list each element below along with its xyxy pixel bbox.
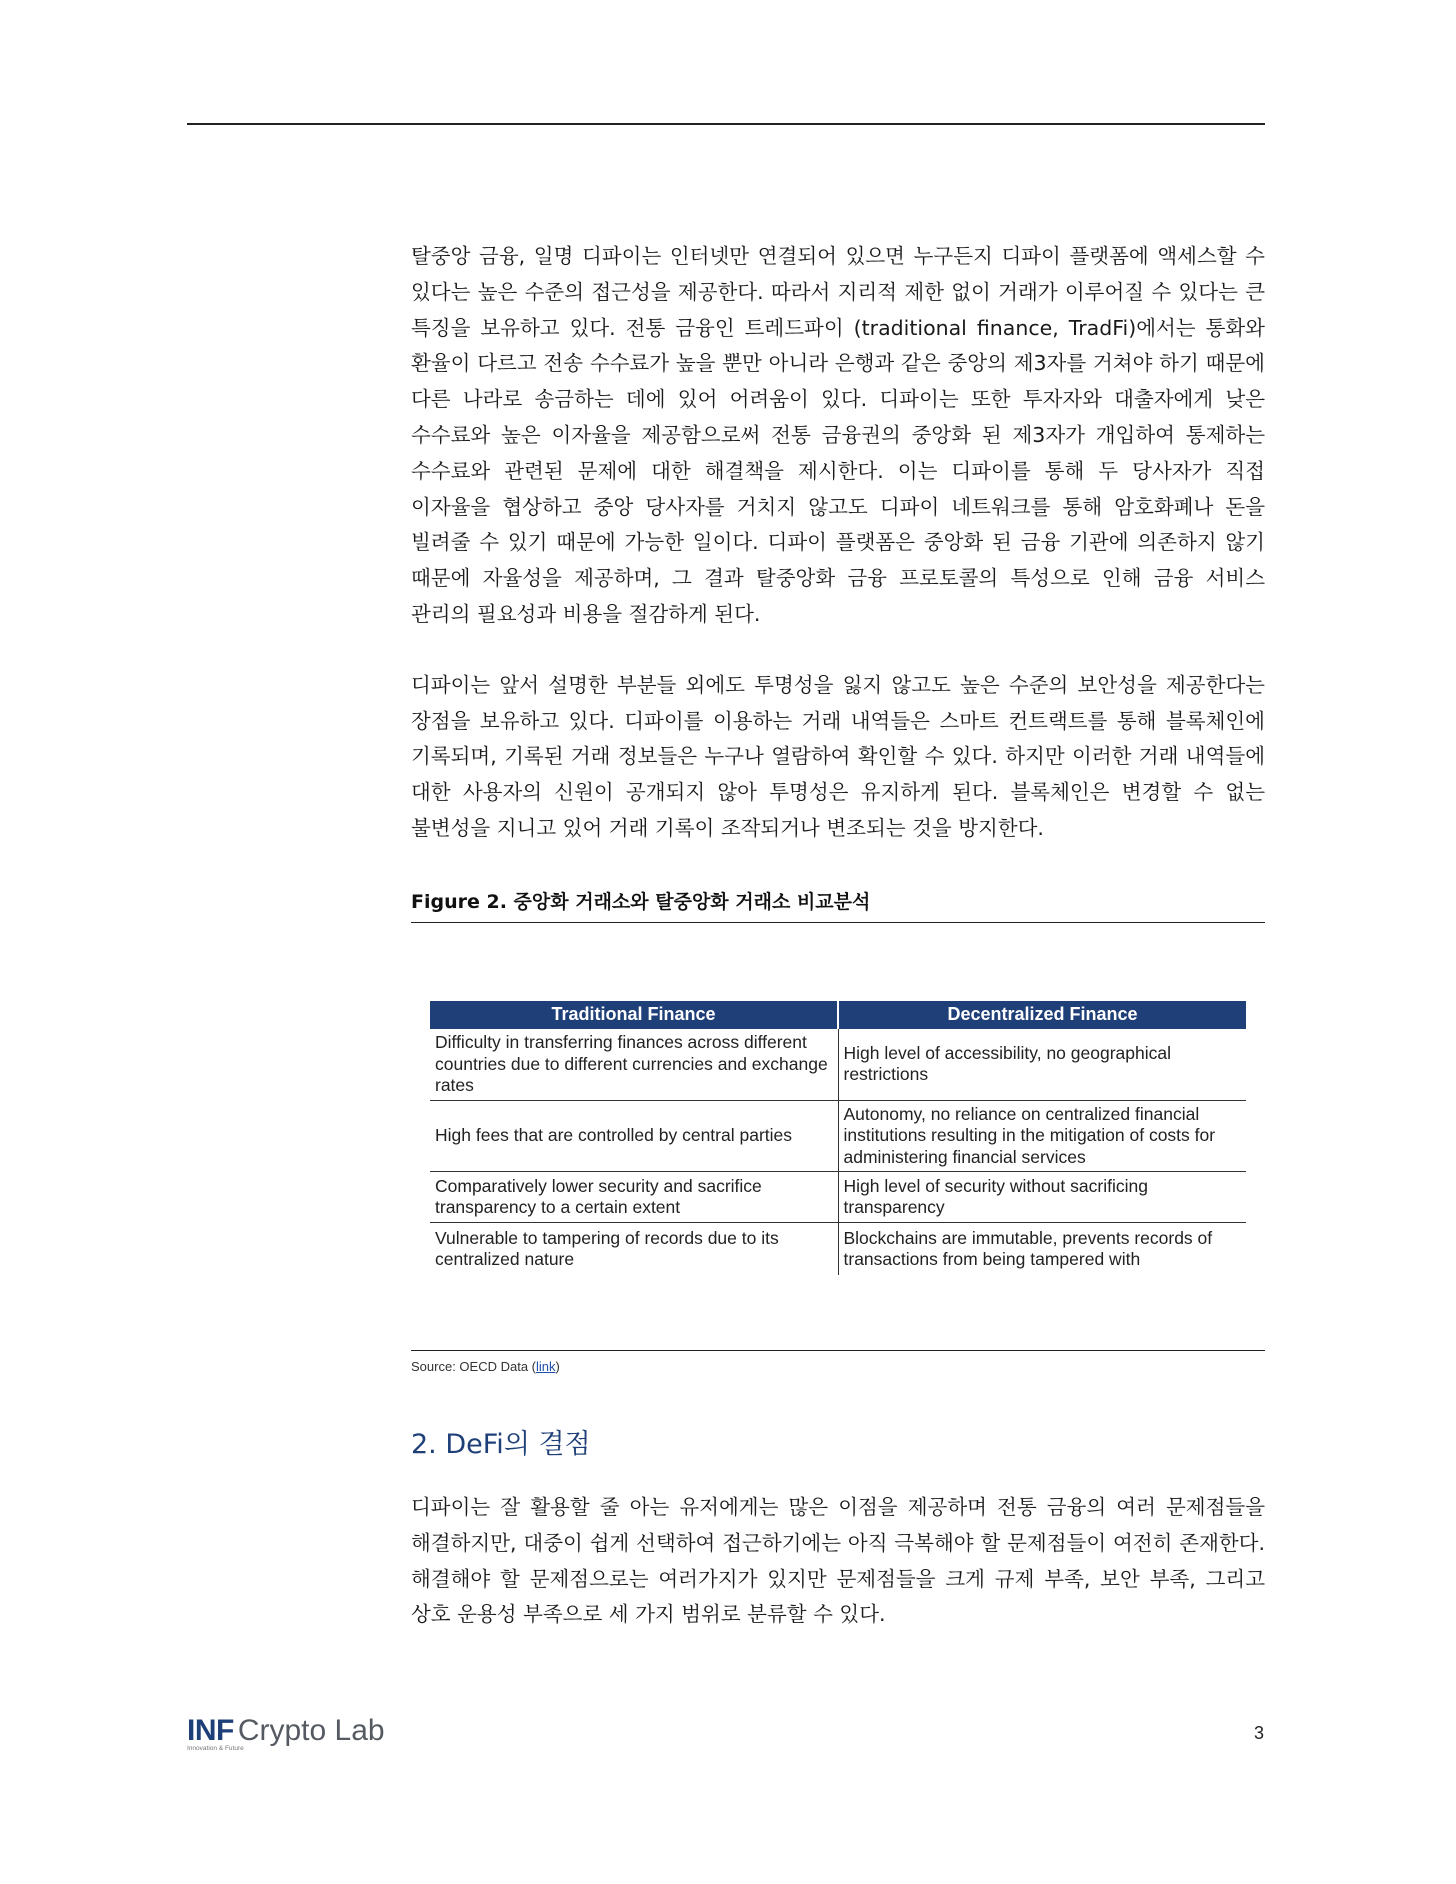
logo-wordmark [187, 1715, 385, 1747]
table-cell: High level of security without sacrificing transparency [838, 1172, 1246, 1223]
source-link[interactable]: link [536, 1359, 556, 1374]
inf-crypto-lab-logo [187, 1715, 385, 1752]
table-row [430, 1100, 1246, 1172]
source-rule [411, 1350, 1265, 1351]
table-cell: Comparatively lower security and sacrifice transparency to a certain extent [430, 1172, 838, 1223]
table-cell: Difficulty in transferring finances across different countries due to different currencies and exchange rates [430, 1029, 838, 1100]
figure-source [411, 1359, 560, 1374]
paragraph-defi-accessibility: 탈중앙 금융, 일명 디파이는 인터넷만 연결되어 있으면 누구든지 디파이 플랫폼에 액세스할 수 있다는 높은 수준의 접근성을 제공한다. 따라서 지리적 제한 없이 거래가 이루어질 수 있다는 큰 특징을 보유하고 있다. 전통 금융인 트레드파이 (traditional finance, TradFi)에서는 통화와 환율이 다르고 전송 수수료가 높을 뿐만 아니라 은행과 같은 중앙의 제3자를 거쳐야 하기 때문에 다른 나라로 송금하는 데에 있어 어려움이 있다. 디파이는 또한 투자자와 대출자에게 낮은 수수료와 높은 이자율을 제공함으로써 전통 금융권의 중앙화 된 제3자가 개입하여 통제하는 수수료와 관련된 문제에 대한 해결책을 제시한다. 이는 디파이를 통해 두 당사자가 직접 이자율을 협상하고 중앙 당사자를 거치지 않고도 디파이 네트워크를 통해 암호화폐나 돈을 빌려줄 수 있기 때문에 가능한 일이다. 디파이 플랫폼은 중앙화 된 금융 기관에 의존하지 않기 때문에 자율성을 제공하며, 그 결과 탈중앙화 금융 프로토콜의 특성으로 인해 금융 서비스 관리의 필요성과 비용을 절감하게 된다. [411, 244, 1265, 626]
table-cell: Vulnerable to tampering of records due to its centralized nature [435, 1227, 779, 1269]
header-decentralized-finance: Decentralized Finance [838, 1001, 1246, 1029]
source-suffix: ) [555, 1359, 560, 1374]
section-heading: 2. DeFi의 결점 [411, 1429, 591, 1460]
header-rule [187, 123, 1265, 125]
figure-title: Figure 2. 중앙화 거래소와 탈중앙화 거래소 비교분석 [411, 887, 1265, 923]
table-cell: Autonomy, no reliance on centralized financial institutions resulting in the mitigation of costs for administering financial services [838, 1100, 1246, 1172]
section-body [411, 1490, 1265, 1633]
table-row [430, 1223, 1246, 1276]
table-header-row [430, 1001, 1246, 1029]
comparison-table [430, 1001, 1246, 1275]
table-cell: High fees that are controlled by central parties [430, 1100, 838, 1172]
paragraph-defi-drawbacks: 디파이는 잘 활용할 줄 아는 유저에게는 많은 이점을 제공하며 전통 금융의 여러 문제점들을 해결하지만, 대중이 쉽게 선택하여 접근하기에는 아직 극복해야 할 문제점들이 여전히 존재한다. 해결해야 할 문제점으로는 여러가지가 있지만 문제점들을 크게 규제 부족, 보안 부족, 그리고 상호 운용성 부족으로 세 가지 범위로 분류할 수 있다. [411, 1495, 1265, 1627]
table-cell: Blockchains are immutable, prevents records of transactions from being tampered with [838, 1223, 1246, 1276]
body-text [411, 239, 1265, 847]
logo-tagline: Innovation & Future [187, 1745, 244, 1752]
header-traditional-finance: Traditional Finance [430, 1001, 838, 1029]
source-prefix: Source: OECD Data ( [411, 1359, 536, 1374]
logo-inf-text: INF [187, 1714, 234, 1747]
table-cell: High level of accessibility, no geographical restrictions [838, 1029, 1246, 1100]
table-row [430, 1029, 1246, 1100]
page-number: 3 [1254, 1723, 1265, 1743]
logo-name-text: Crypto Lab [237, 1714, 385, 1747]
paragraph-defi-security: 디파이는 앞서 설명한 부분들 외에도 투명성을 잃지 않고도 높은 수준의 보안성을 제공한다는 장점을 보유하고 있다. 디파이를 이용하는 거래 내역들은 스마트 컨트랙트를 통해 블록체인에 기록되며, 기록된 거래 정보들은 누구나 열람하여 확인할 수 있다. 하지만 이러한 거래 내역들에 대한 사용자의 신원이 공개되지 않아 투명성은 유지하게 된다. 블록체인은 변경할 수 없는 불변성을 지니고 있어 거래 기록이 조작되거나 변조되는 것을 방지한다. [411, 672, 1265, 840]
table-row [430, 1172, 1246, 1223]
